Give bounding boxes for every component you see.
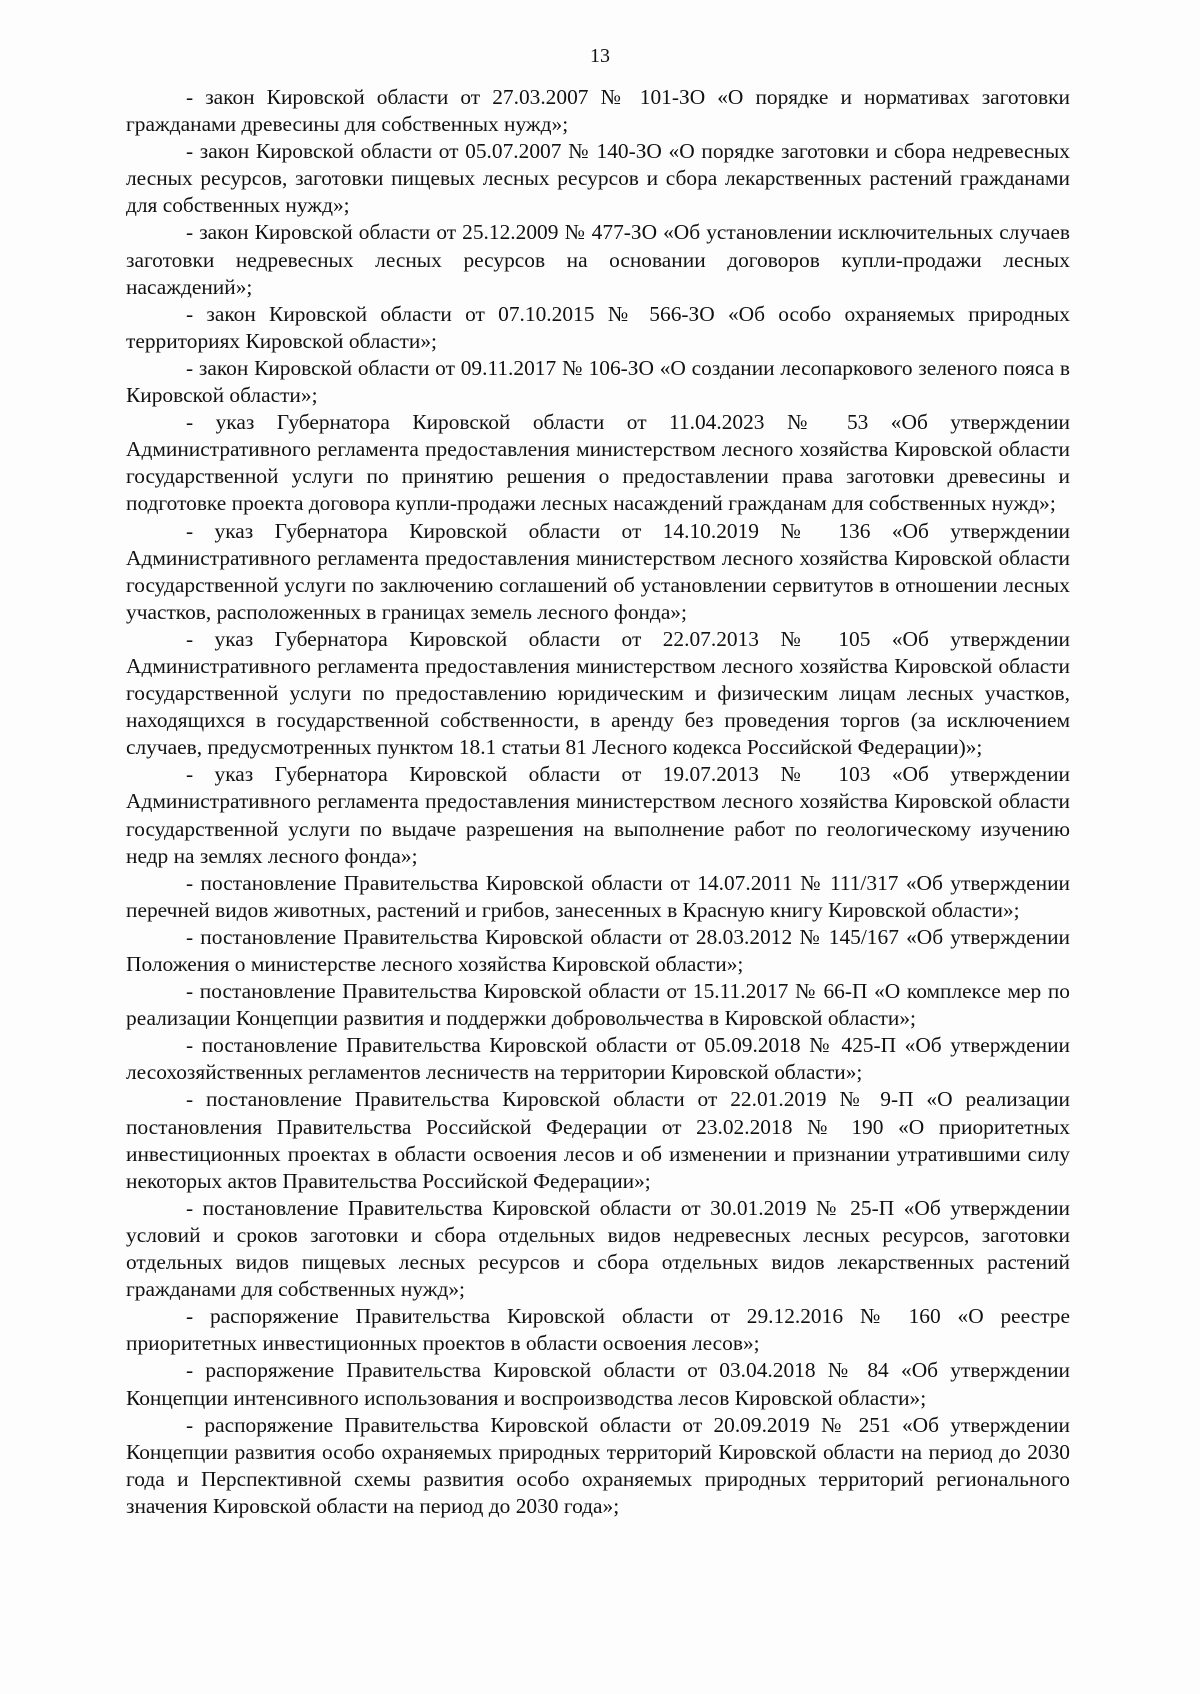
list-item: - постановление Правительства Кировской области от 30.01.2019 № 25-П «Об утверждении условий и сроков заготовки и сбора отдельных видов недревесных лесных ресурсов, заготовки отдельных видов пищевых лесных ресурсов и сбора отдельных видов лекарственных растений гражданами для собственных нужд»;: [126, 1195, 1070, 1302]
list-item: - указ Губернатора Кировской области от 19.07.2013 № 103 «Об утверждении Административного регламента предоставления министерством лесного хозяйства Кировской области государственной услуги по выдаче разрешения на выполнение работ по геологическому изучению недр на землях лесного фонда»;: [126, 762, 1070, 868]
list-item: - закон Кировской области от 05.07.2007 № 140-ЗО «О порядке заготовки и сбора недревесных лесных ресурсов, заготовки пищевых лесных ресурсов и сбора лекарственных растений гражданами для собственных нужд»;: [126, 139, 1070, 218]
list-item: - постановление Правительства Кировской области от 14.07.2011 № 111/317 «Об утверждении перечней видов животных, растений и грибов, занесенных в Красную книгу Кировской области»;: [126, 870, 1070, 922]
list-item: - указ Губернатора Кировской области от 14.10.2019 № 136 «Об утверждении Административного регламента предоставления министерством лесного хозяйства Кировской области государственной услуги по заключению соглашений об установлении сервитутов в отношении лесных участков, расположенных в границах земель лесного фонда»;: [126, 518, 1070, 624]
list-item: - распоряжение Правительства Кировской области от 29.12.2016 № 160 «О реестре приоритетных инвестиционных проектов в области освоения лесов»;: [126, 1304, 1070, 1356]
list-item: - закон Кировской области от 09.11.2017 № 106-ЗО «О создании лесопаркового зеленого пояса в Кировской области»;: [126, 355, 1070, 408]
legal-acts-list: [126, 84, 1070, 1520]
list-item: - указ Губернатора Кировской области от 11.04.2023 № 53 «Об утверждении Административного регламента предоставления министерством лесного хозяйства Кировской области государственной услуги по принятию решения о предоставлении права заготовки древесины и подготовке проекта договора купли-продажи лесных насаждений гражданам для собственных нужд»;: [126, 410, 1070, 516]
list-item: - закон Кировской области от 25.12.2009 № 477-ЗО «Об установлении исключительных случаев заготовки недревесных лесных ресурсов на основании договоров купли-продажи лесных насаждений»;: [126, 220, 1070, 299]
list-item: - закон Кировской области от 27.03.2007 № 101-ЗО «О порядке и нормативах заготовки гражданами древесины для собственных нужд»;: [126, 85, 1070, 137]
list-item: - постановление Правительства Кировской области от 28.03.2012 № 145/167 «Об утверждении Положения о министерстве лесного хозяйства Кировской области»;: [126, 924, 1070, 976]
list-item: - постановление Правительства Кировской области от 15.11.2017 № 66-П «О комплексе мер по реализации Концепции развития и поддержки добровольчества в Кировской области»;: [126, 979, 1070, 1031]
list-item: - закон Кировской области от 07.10.2015 № 566-ЗО «Об особо охраняемых природных территориях Кировской области»;: [126, 301, 1070, 353]
list-item: - распоряжение Правительства Кировской области от 03.04.2018 № 84 «Об утверждении Концепции интенсивного использования и воспроизводства лесов Кировской области»;: [126, 1358, 1070, 1410]
list-item: - постановление Правительства Кировской области от 22.01.2019 № 9-П «О реализации постановления Правительства Российской Федерации от 23.02.2018 № 190 «О приоритетных инвестиционных проектах в области освоения лесов и об изменении и признании утратившими силу некоторых актов Правительства Российской Федерации»;: [126, 1087, 1070, 1193]
list-item: - указ Губернатора Кировской области от 22.07.2013 № 105 «Об утверждении Административного регламента предоставления министерством лесного хозяйства Кировской области государственной услуги по предоставлению юридическим и физическим лицам лесных участков, находящихся в государственной собственности, в аренду без проведения торгов (за исключением случаев, предусмотренных пунктом 18.1 статьи 81 Лесного кодекса Российской Федерации)»;: [126, 626, 1070, 760]
list-item: - распоряжение Правительства Кировской области от 20.09.2019 № 251 «Об утверждении Концепции развития особо охраняемых природных территорий Кировской области на период до 2030 года и Перспективной схемы развития особо охраняемых природных территорий регионального значения Кировской области на период до 2030 года»;: [126, 1412, 1070, 1518]
page-number: 13: [590, 45, 610, 67]
list-item: - постановление Правительства Кировской области от 05.09.2018 № 425-П «Об утверждении лесохозяйственных регламентов лесничеств на территории Кировской области»;: [126, 1033, 1070, 1085]
